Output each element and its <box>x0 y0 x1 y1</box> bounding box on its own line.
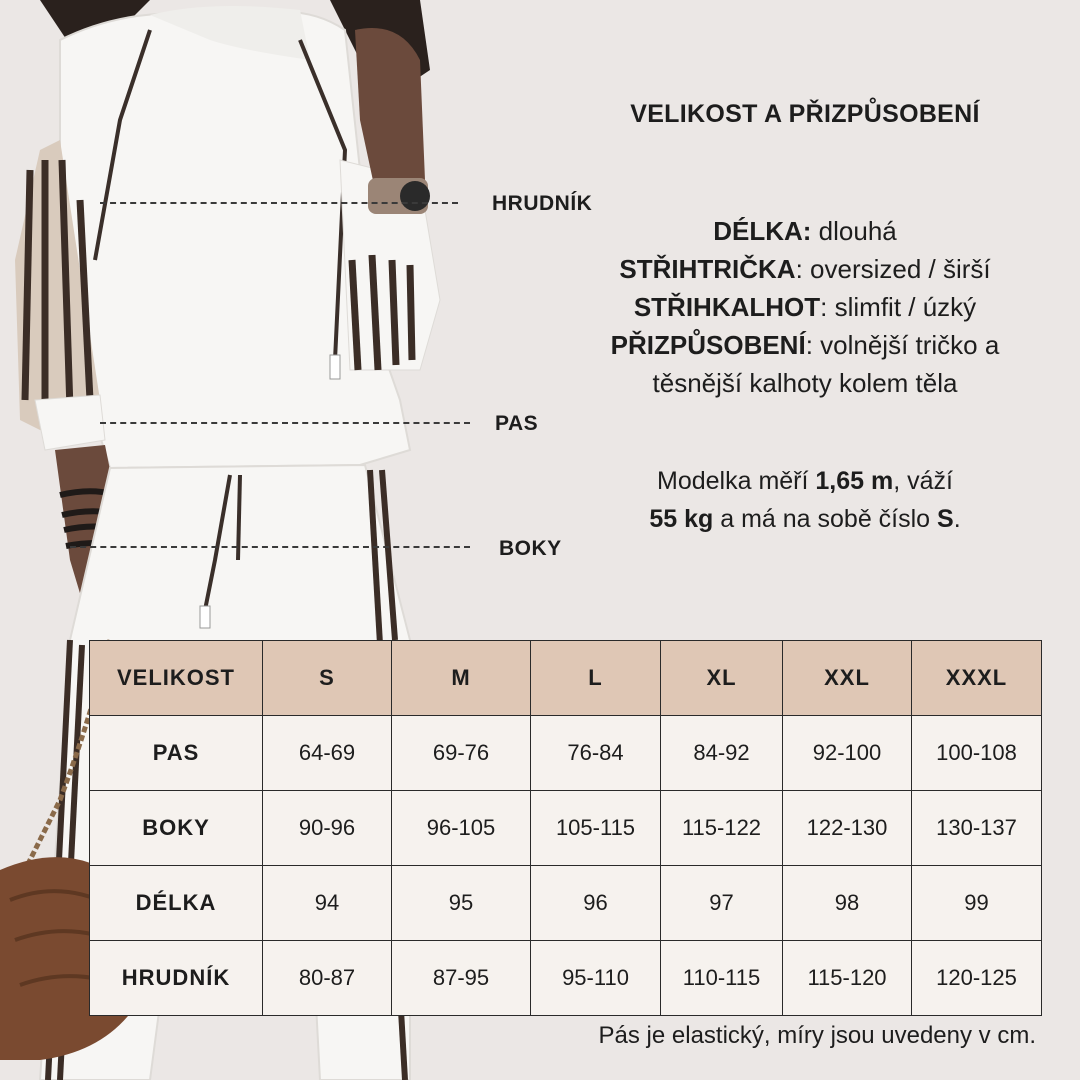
model-text-3: a má na sobě číslo <box>713 505 938 533</box>
spec-length-value: dlouhá <box>811 216 897 246</box>
table-cell: 76-84 <box>531 716 661 791</box>
table-row <box>90 941 1042 1016</box>
spec-pants-cut <box>560 288 1050 326</box>
header-cell-xxl: XXL <box>783 641 912 716</box>
table-cell: 94 <box>263 866 392 941</box>
table-cell: 95 <box>392 866 531 941</box>
model-info-line-1 <box>560 462 1050 500</box>
model-text-1: Modelka měří <box>657 467 816 495</box>
table-cell: 120-125 <box>912 941 1042 1016</box>
model-text-4: . <box>953 505 961 533</box>
header-cell-size: VELIKOST <box>90 641 263 716</box>
header-cell-xl: XL <box>661 641 783 716</box>
row-label: PAS <box>90 716 263 791</box>
table-cell: 115-122 <box>661 791 783 866</box>
table-cell: 98 <box>783 866 912 941</box>
spec-fit-continuation: těsnější kalhoty kolem těla <box>652 368 958 398</box>
table-cell: 110-115 <box>661 941 783 1016</box>
row-label: DÉLKA <box>90 866 263 941</box>
spec-length-key: DÉLKA: <box>713 216 812 246</box>
table-cell: 87-95 <box>392 941 531 1016</box>
spec-top-cut-value: : oversized / širší <box>795 254 991 284</box>
header-cell-l: L <box>531 641 661 716</box>
spec-fit <box>560 326 1050 364</box>
table-row <box>90 866 1042 941</box>
table-cell: 80-87 <box>263 941 392 1016</box>
table-cell: 130-137 <box>912 791 1042 866</box>
table-cell: 84-92 <box>661 716 783 791</box>
row-label: BOKY <box>90 791 263 866</box>
size-table-header-row <box>90 641 1042 716</box>
table-cell: 95-110 <box>531 941 661 1016</box>
table-cell: 122-130 <box>783 791 912 866</box>
spec-fit-key: PŘIZPŮSOBENÍ <box>610 330 806 360</box>
hips-guide-line <box>70 546 470 548</box>
table-cell: 100-108 <box>912 716 1042 791</box>
spec-top-cut <box>560 250 1050 288</box>
spec-top-cut-key: STŘIHTRIČKA <box>619 254 796 284</box>
model-size: S <box>937 505 954 533</box>
table-cell: 97 <box>661 866 783 941</box>
header-cell-m: M <box>392 641 531 716</box>
chest-label: HRUDNÍK <box>492 192 593 215</box>
model-text-2: , váží <box>893 467 953 495</box>
page-title: VELIKOST A PŘIZPŮSOBENÍ <box>630 100 980 128</box>
header-cell-s: S <box>263 641 392 716</box>
row-label: HRUDNÍK <box>90 941 263 1016</box>
table-cell: 69-76 <box>392 716 531 791</box>
model-info <box>560 462 1050 538</box>
spec-fit-value: : volnější tričko a <box>805 330 1000 360</box>
spec-pants-cut-value: : slimfit / úzký <box>820 292 977 322</box>
waist-guide-line <box>100 422 470 424</box>
table-cell: 90-96 <box>263 791 392 866</box>
table-cell: 64-69 <box>263 716 392 791</box>
size-table <box>89 640 1042 1016</box>
table-cell: 96-105 <box>392 791 531 866</box>
model-weight: 55 kg <box>649 505 714 533</box>
fit-specs <box>560 212 1050 402</box>
model-height: 1,65 m <box>815 467 894 495</box>
waist-label: PAS <box>495 412 539 435</box>
footnote: Pás je elastický, míry jsou uvedeny v cm. <box>598 1022 1036 1049</box>
table-row <box>90 791 1042 866</box>
table-cell: 96 <box>531 866 661 941</box>
table-row <box>90 716 1042 791</box>
spec-length <box>560 212 1050 250</box>
hips-label: BOKY <box>499 537 562 560</box>
spec-pants-cut-key: STŘIHKALHOT <box>633 292 821 322</box>
table-cell: 92-100 <box>783 716 912 791</box>
table-cell: 99 <box>912 866 1042 941</box>
chest-guide-line <box>100 202 458 204</box>
model-info-line-2 <box>560 500 1050 538</box>
table-cell: 115-120 <box>783 941 912 1016</box>
header-cell-xxxl: XXXL <box>912 641 1042 716</box>
table-cell: 105-115 <box>531 791 661 866</box>
